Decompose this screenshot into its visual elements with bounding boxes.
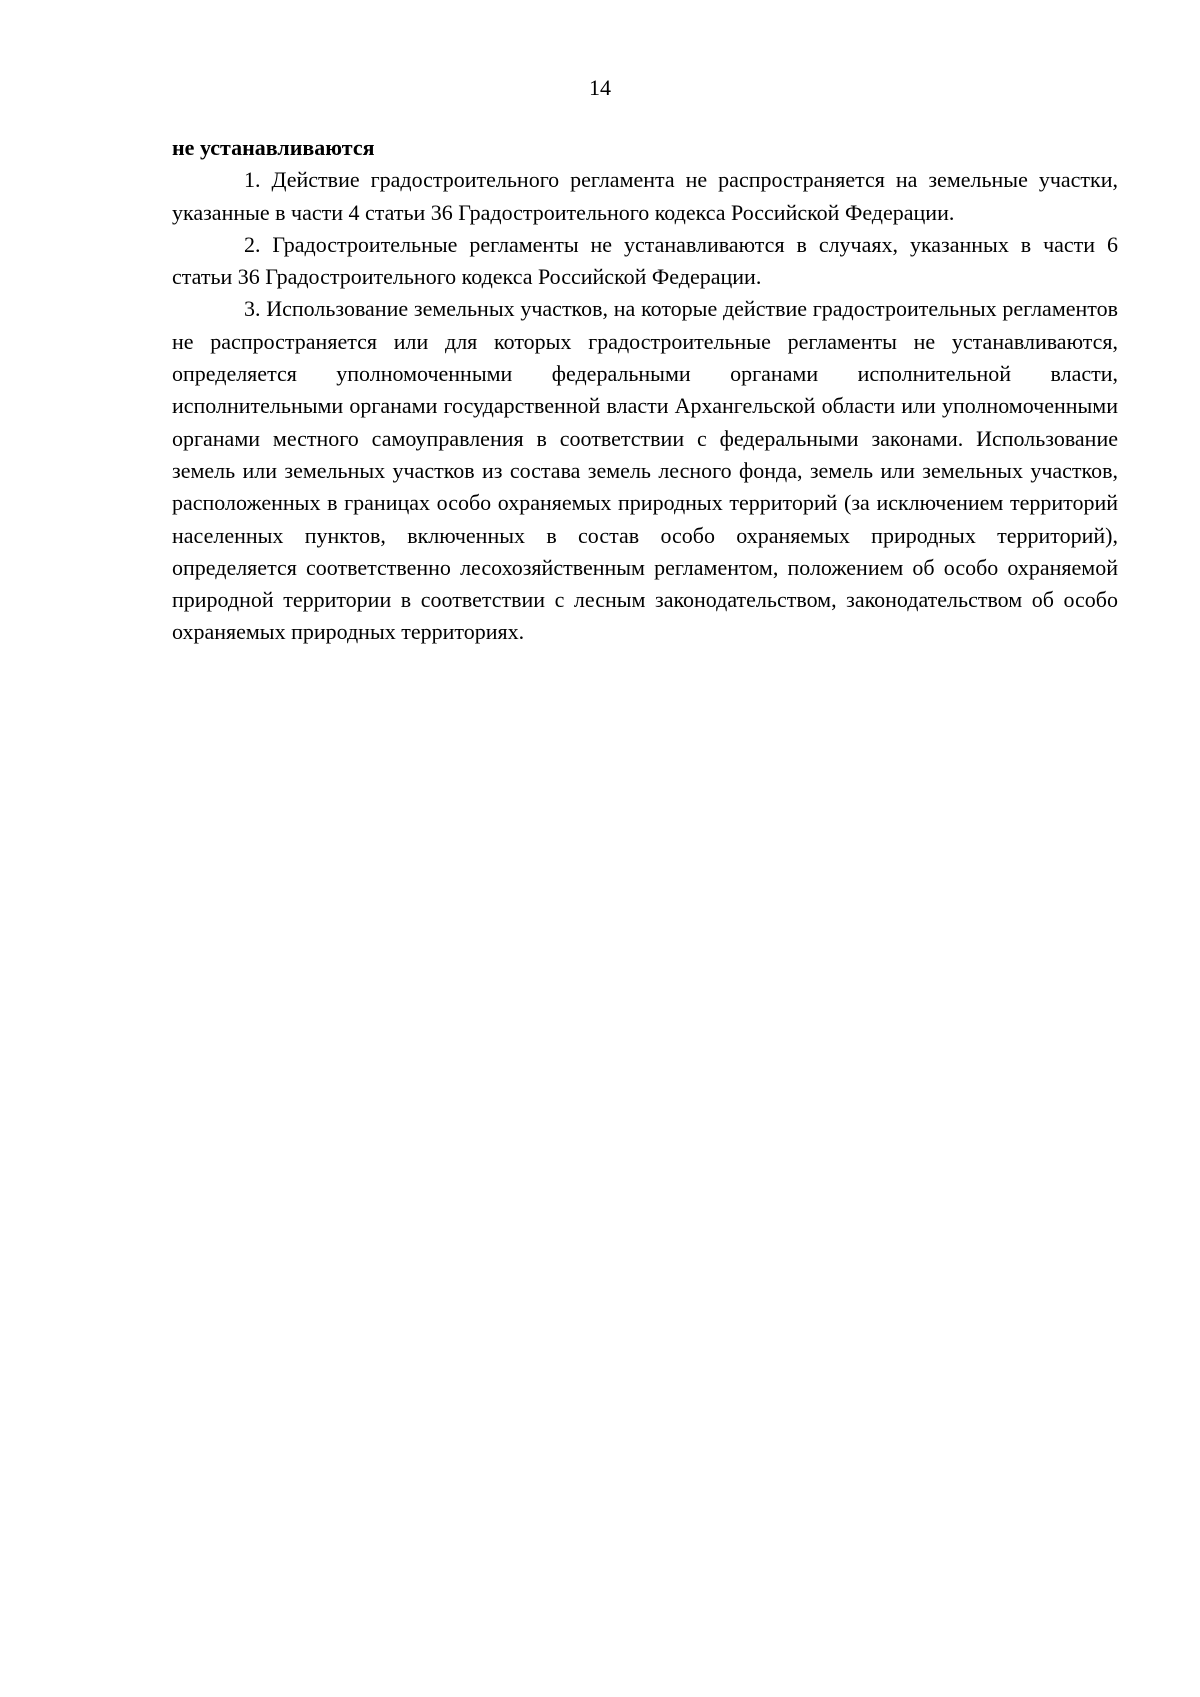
document-body: [172, 132, 1118, 649]
page-number: 14: [589, 75, 611, 100]
paragraph-1: 1. Действие градостроительного регламента не распространяется на земельные участки, указанные в части 4 статьи 36 Градостроительного кодекса Российской Федерации.: [172, 167, 1118, 225]
paragraph-2: 2. Градостроительные регламенты не устанавливаются в случаях, указанных в части 6 статьи 36 Градостроительного кодекса Российской Федерации.: [172, 231, 1118, 290]
paragraph-3: 3. Использование земельных участков, на которые действие градостроительных регламентов не распространяется или для которых градостроительные регламенты не устанавливаются, определяется уполномоченными федеральными органами исполнительной власти, исполнительными органами государственной власти Архангельской области или уполномоченными органами местного самоуправления в соответствии с федеральными законами. Использование земель или земельных участков из состава земель лесного фонда, земель или земельных участков, расположенных в границах особо охраняемых природных территорий (за исключением территорий населенных пунктов, включенных в состав особо охраняемых природных территорий), определяется соответственно лесохозяйственным регламентом, положением об особо охраняемой природной территории в соответствии с лесным законодательством, законодательством об особо охраняемых природных территориях.: [172, 296, 1118, 645]
section-heading: не устанавливаются: [172, 135, 375, 160]
